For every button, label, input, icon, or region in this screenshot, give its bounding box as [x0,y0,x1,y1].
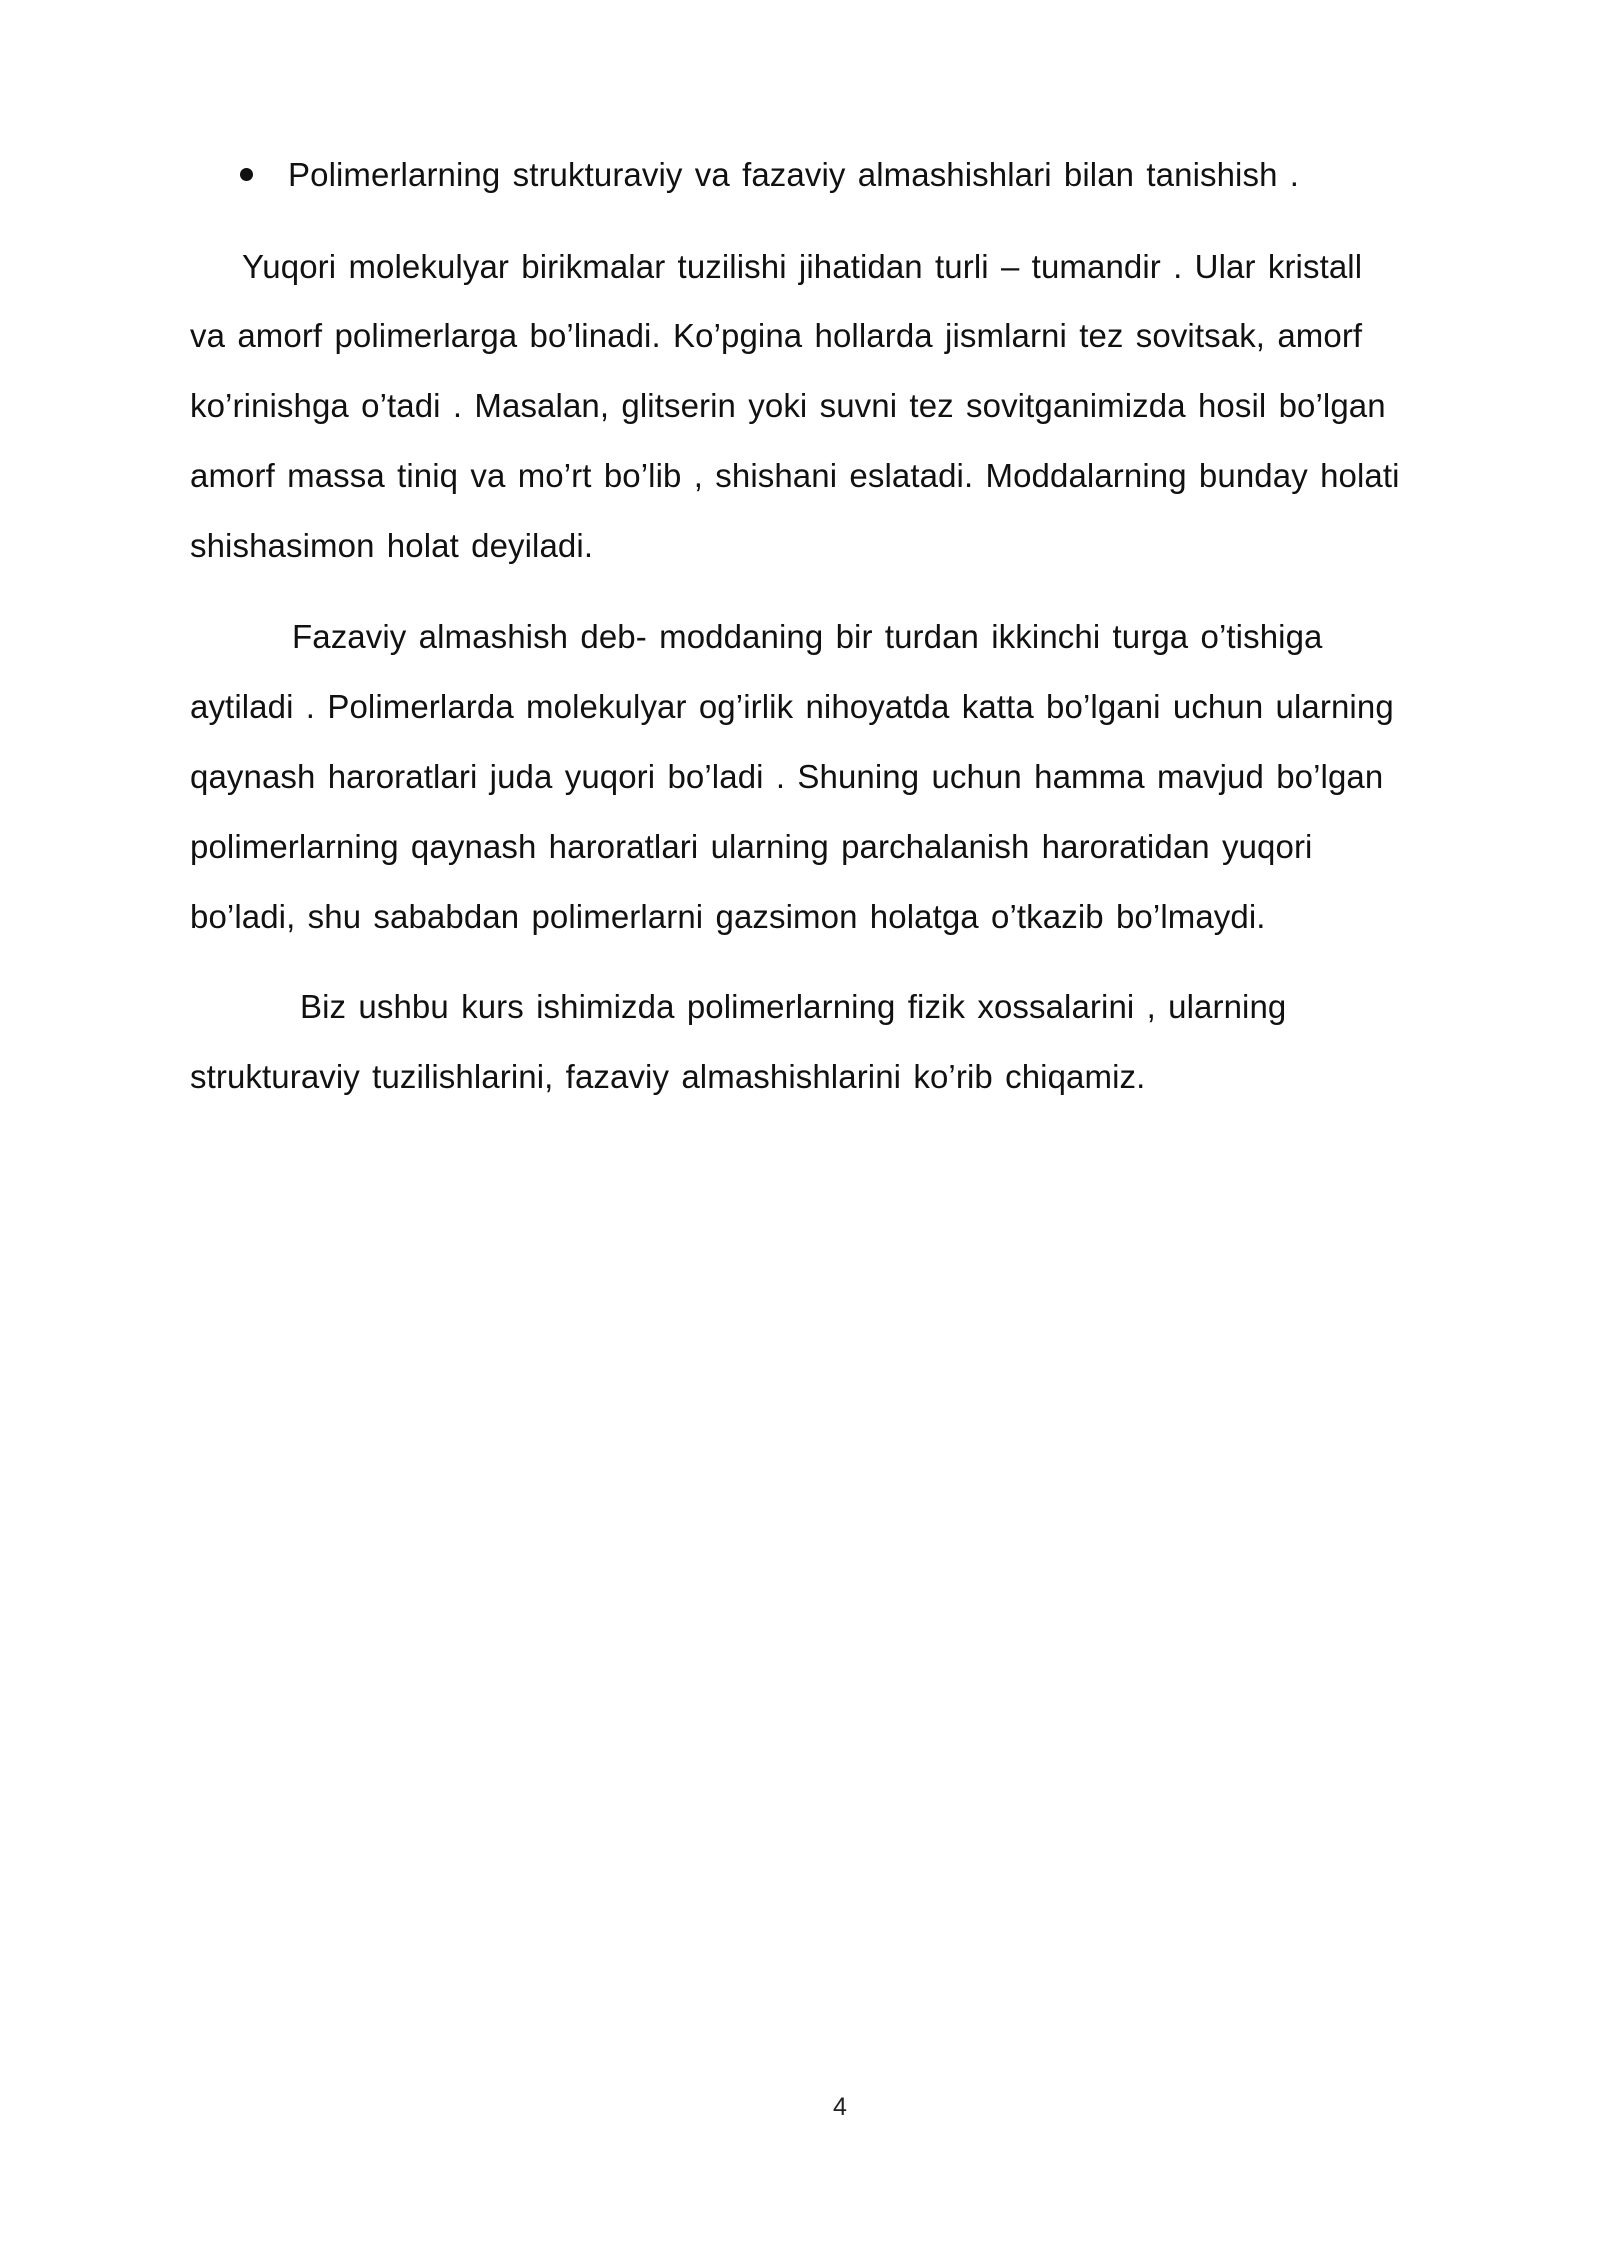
paragraph-line: ko’rinishga o’tadi . Masalan, glitserin yoki suvni tez sovitganimizda hosil bo’lgan [190,387,1386,424]
paragraph-line: qaynash haroratlari juda yuqori bo’ladi . Shuning uchun hamma mavjud bo’lgan [190,758,1384,795]
paragraph-line: shishasimon holat deyiladi. [190,527,594,564]
paragraph-line: bo’ladi, shu sababdan polimerlarni gazsimon holatga o’tkazib bo’lmaydi. [190,898,1266,935]
paragraph-line: aytiladi . Polimerlarda molekulyar og’irlik nihoyatda katta bo’lgani uchun ularning [190,688,1394,725]
page-number: 4 [833,2093,847,2121]
paragraph-line: Fazaviy almashish deb- moddaning bir turdan ikkinchi turga o’tishiga [292,618,1323,655]
bullet-dot-icon [240,168,253,181]
paragraph-line: strukturaviy tuzilishlarini, fazaviy almashishlarini ko’rib chiqamiz. [190,1058,1146,1095]
paragraph-line: polimerlarning qaynash haroratlari ularning parchalanish haroratidan yuqori [190,828,1313,865]
paragraph-line: amorf massa tiniq va mo’rt bo’lib , shishani eslatadi. Moddalarning bunday holati [190,457,1400,494]
paragraph-line: va amorf polimerlarga bo’linadi. Ko’pgina hollarda jismlarni tez sovitsak, amorf [190,317,1363,354]
bullet-text: Polimerlarning strukturaviy va fazaviy almashishlari bilan tanishish . [288,156,1300,193]
paragraph-line: Biz ushbu kurs ishimizda polimerlarning fizik xossalarini , ularning [300,988,1287,1025]
paragraph-line: Yuqori molekulyar birikmalar tuzilishi jihatidan turli – tumandir . Ular kristall [242,248,1363,285]
